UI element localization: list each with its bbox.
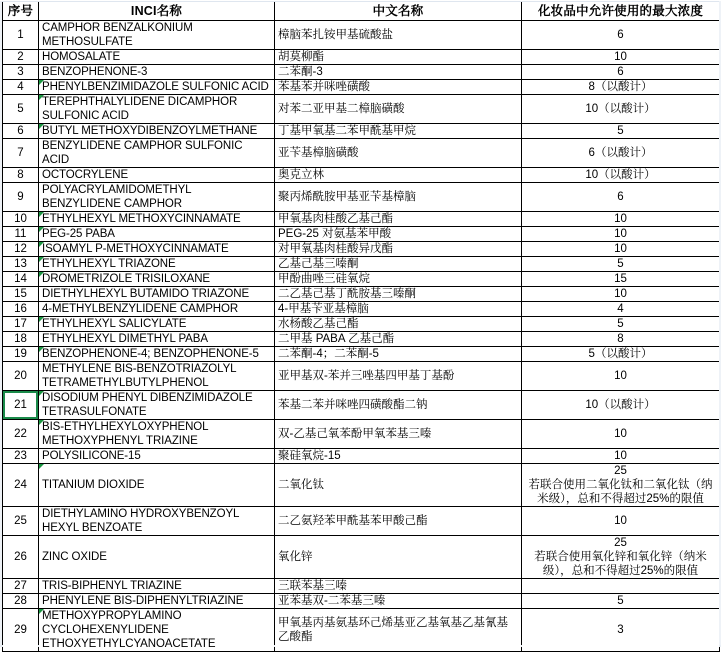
cell-chinese-name[interactable]: 对苯二亚甲基二樟脑磺酸 — [275, 95, 522, 124]
cell-chinese-name[interactable]: 氧化锌 — [275, 536, 522, 579]
cell-inci-name[interactable]: TEREPHTHALYLIDENE DICAMPHOR SULFONIC ACID — [39, 95, 275, 124]
column-header-chinese[interactable]: 中文名称 — [275, 2, 522, 21]
cell-chinese-name[interactable]: 二苯酮-3 — [275, 65, 522, 80]
cell-inci-name[interactable]: POLYSILICONE-15 — [39, 449, 275, 464]
cell-index[interactable]: 25 — [3, 507, 39, 536]
cell-index[interactable]: 4 — [3, 80, 39, 95]
cell-index[interactable]: 1 — [3, 21, 39, 50]
cell-max-concentration[interactable] — [522, 464, 720, 507]
cell-max-concentration[interactable]: 15 — [522, 272, 720, 287]
ingredient-limits-table — [2, 1, 720, 652]
table-row[interactable] — [3, 124, 720, 139]
cell-max-concentration[interactable]: 6（以酸计） — [522, 139, 720, 168]
cell-max-concentration[interactable]: 5（以酸计） — [522, 347, 720, 362]
cell-chinese-name[interactable]: 丁基甲氧基二苯甲酰基甲烷 — [275, 124, 522, 139]
max-concentration-value: 25 — [614, 537, 627, 549]
cell-max-concentration[interactable]: 5 — [522, 257, 720, 272]
table-header-row — [3, 2, 720, 21]
cell-inci-name[interactable]: BENZYLIDENE CAMPHOR SULFONIC ACID — [39, 139, 275, 168]
cell-chinese-name[interactable]: 二乙基己基丁酰胺基三嗪酮 — [275, 287, 522, 302]
cell-index[interactable]: 15 — [3, 287, 39, 302]
table-row[interactable] — [3, 579, 720, 594]
cell-chinese-name[interactable]: 奥克立林 — [275, 168, 522, 183]
cell-inci-name[interactable]: TRIS-BIPHENYL TRIAZINE — [39, 579, 275, 594]
cell-chinese-name[interactable]: 聚硅氧烷-15 — [275, 449, 522, 464]
cell-index[interactable]: 26 — [3, 536, 39, 579]
cell-chinese-name[interactable]: 亚苄基樟脑磺酸 — [275, 139, 522, 168]
cell-inci-name[interactable]: ISOAMYL P-METHOXYCINNAMATE — [39, 242, 275, 257]
cell-chinese-name[interactable]: 4-甲基苄亚基樟脑 — [275, 302, 522, 317]
cell-inci-name[interactable]: CAMPHOR BENZALKONIUM METHOSULFATE — [39, 21, 275, 50]
cell-index[interactable]: 3 — [3, 65, 39, 80]
table-row[interactable] — [3, 257, 720, 272]
cell-chinese-name[interactable]: 甲氧基肉桂酸乙基己酯 — [275, 212, 522, 227]
cell-max-concentration[interactable]: 8 — [522, 332, 720, 347]
cell-inci-name[interactable]: BENZOPHENONE-4; BENZOPHENONE-5 — [39, 347, 275, 362]
cell-inci-name[interactable]: BIS-ETHYLHEXYLOXYPHENOL METHOXYPHENYL TRIAZINE — [39, 420, 275, 449]
cell-chinese-name[interactable]: 乙基己基三嗪酮 — [275, 257, 522, 272]
cell-index[interactable]: 11 — [3, 227, 39, 242]
cell-chinese-name[interactable]: 聚丙烯酰胺甲基亚苄基樟脑 — [275, 183, 522, 212]
cell-index[interactable]: 27 — [3, 579, 39, 594]
cell-max-concentration[interactable]: 5 — [522, 124, 720, 139]
cell-index[interactable]: 8 — [3, 168, 39, 183]
table-body — [3, 21, 720, 652]
cell-max-concentration[interactable]: 10（以酸计） — [522, 391, 720, 420]
table-row[interactable] — [3, 594, 720, 609]
cell-max-concentration[interactable]: 5 — [522, 594, 720, 609]
cell-max-concentration[interactable] — [522, 536, 720, 579]
table-row[interactable] — [3, 21, 720, 50]
cell-inci-name[interactable]: POLYACRYLAMIDOMETHYL BENZYLIDENE CAMPHOR — [39, 183, 275, 212]
table-row[interactable] — [3, 212, 720, 227]
table-row[interactable] — [3, 272, 720, 287]
cell-index[interactable]: 14 — [3, 272, 39, 287]
cell-chinese-name[interactable]: 亚苯基双-二苯基三嗪 — [275, 594, 522, 609]
cell-max-concentration[interactable]: 10（以酸计） — [522, 95, 720, 124]
table-row[interactable] — [3, 536, 720, 579]
table-row[interactable] — [3, 609, 720, 652]
cell-inci-name[interactable]: HOMOSALATE — [39, 50, 275, 65]
table-row[interactable] — [3, 287, 720, 302]
table-row[interactable] — [3, 80, 720, 95]
cell-index[interactable]: 22 — [3, 420, 39, 449]
table-row[interactable] — [3, 464, 720, 507]
cell-max-concentration[interactable]: 8（以酸计） — [522, 80, 720, 95]
cell-inci-name[interactable]: OCTOCRYLENE — [39, 168, 275, 183]
cell-chinese-name[interactable]: 二乙氨羟苯甲酰基苯甲酸己酯 — [275, 507, 522, 536]
cell-max-concentration[interactable]: 10 — [522, 212, 720, 227]
cell-max-concentration[interactable]: 10（以酸计） — [522, 168, 720, 183]
cell-index[interactable]: 24 — [3, 464, 39, 507]
cell-inci-name[interactable]: DIETHYLHEXYL BUTAMIDO TRIAZONE — [39, 287, 275, 302]
cell-chinese-name[interactable]: 二氧化钛 — [275, 464, 522, 507]
cell-index[interactable]: 20 — [3, 362, 39, 391]
cell-index[interactable]: 9 — [3, 183, 39, 212]
table-row[interactable] — [3, 317, 720, 332]
column-header-inci[interactable]: INCI名称 — [39, 2, 275, 21]
cell-inci-name[interactable]: PEG-25 PABA — [39, 227, 275, 242]
cell-index[interactable]: 16 — [3, 302, 39, 317]
table-row[interactable] — [3, 242, 720, 257]
cell-chinese-name[interactable]: 二苯酮-4；二苯酮-5 — [275, 347, 522, 362]
cell-inci-name[interactable]: TITANIUM DIOXIDE — [39, 464, 275, 507]
table-row[interactable] — [3, 332, 720, 347]
max-concentration-value: 25 — [614, 465, 627, 477]
cell-chinese-name[interactable]: 二甲基 PABA 乙基己酯 — [275, 332, 522, 347]
cell-inci-name[interactable]: DIETHYLAMINO HYDROXYBENZOYL HEXYL BENZOATE — [39, 507, 275, 536]
cell-index[interactable]: 5 — [3, 95, 39, 124]
cell-chinese-name[interactable]: PEG-25 对氨基苯甲酸 — [275, 227, 522, 242]
max-concentration-note: 若联合使用二氧化钛和二氧化钛（纳米级），总和不得超过25%的限值 — [528, 479, 713, 505]
cell-index[interactable]: 2 — [3, 50, 39, 65]
table-row[interactable] — [3, 50, 720, 65]
cell-inci-name[interactable]: 4-METHYLBENZYLIDENE CAMPHOR — [39, 302, 275, 317]
cell-max-concentration[interactable]: 5 — [522, 317, 720, 332]
cell-max-concentration[interactable]: 4 — [522, 302, 720, 317]
spreadsheet-canvas — [0, 1, 721, 650]
cell-max-concentration[interactable] — [522, 579, 720, 594]
cell-index[interactable]: 10 — [3, 212, 39, 227]
cell-chinese-name[interactable]: 水杨酸乙基己酯 — [275, 317, 522, 332]
cell-inci-name[interactable]: BENZOPHENONE-3 — [39, 65, 275, 80]
column-header-index[interactable]: 序号 — [3, 2, 39, 21]
table-row[interactable] — [3, 65, 720, 80]
cell-index[interactable]: 18 — [3, 332, 39, 347]
cell-inci-name[interactable]: ETHYLHEXYL TRIAZONE — [39, 257, 275, 272]
cell-chinese-name[interactable]: 樟脑苯扎铵甲基硫酸盐 — [275, 21, 522, 50]
cell-max-concentration[interactable]: 6 — [522, 65, 720, 80]
cell-chinese-name[interactable]: 双-乙基己氧苯酚甲氧苯基三嗪 — [275, 420, 522, 449]
cell-index[interactable]: 21 — [3, 391, 39, 420]
cell-index[interactable]: 29 — [3, 609, 39, 652]
cell-index[interactable]: 7 — [3, 139, 39, 168]
cell-chinese-name[interactable]: 甲酚曲唑三硅氧烷 — [275, 272, 522, 287]
table-row[interactable] — [3, 449, 720, 464]
cell-inci-name[interactable]: ETHYLHEXYL METHOXYCINNAMATE — [39, 212, 275, 227]
cell-max-concentration[interactable]: 10 — [522, 449, 720, 464]
table-row[interactable] — [3, 420, 720, 449]
cell-max-concentration[interactable]: 10 — [522, 50, 720, 65]
cell-chinese-name[interactable]: 对甲氧基肉桂酸异戊酯 — [275, 242, 522, 257]
cell-inci-name[interactable]: METHOXYPROPYLAMINO CYCLOHEXENYLIDENE ETHOXYETHYLCYANOACETATE — [39, 609, 275, 652]
table-row[interactable] — [3, 95, 720, 124]
cell-chinese-name[interactable]: 苯基二苯并咪唑四磺酸酯二钠 — [275, 391, 522, 420]
cell-inci-name[interactable]: ZINC OXIDE — [39, 536, 275, 579]
cell-index[interactable]: 19 — [3, 347, 39, 362]
cell-max-concentration[interactable]: 3 — [522, 609, 720, 652]
cell-inci-name[interactable]: BUTYL METHOXYDIBENZOYLMETHANE — [39, 124, 275, 139]
cell-inci-name[interactable]: METHYLENE BIS-BENZOTRIAZOLYL TETRAMETHYLBUTYLPHENOL — [39, 362, 275, 391]
cell-index[interactable]: 28 — [3, 594, 39, 609]
max-concentration-note: 若联合使用氧化锌和氧化锌（纳米级），总和不得超过25%的限值 — [534, 551, 707, 577]
cell-max-concentration[interactable]: 10 — [522, 242, 720, 257]
table-row[interactable] — [3, 391, 720, 420]
table-row[interactable] — [3, 347, 720, 362]
cell-chinese-name[interactable]: 胡莫柳酯 — [275, 50, 522, 65]
cell-max-concentration[interactable]: 10 — [522, 507, 720, 536]
table-row[interactable] — [3, 362, 720, 391]
cell-inci-name[interactable]: DISODIUM PHENYL DIBENZIMIDAZOLE TETRASULFONATE — [39, 391, 275, 420]
cell-max-concentration[interactable]: 10 — [522, 227, 720, 242]
table-row[interactable] — [3, 507, 720, 536]
cell-inci-name[interactable]: ETHYLHEXYL SALICYLATE — [39, 317, 275, 332]
table-row[interactable] — [3, 183, 720, 212]
cell-chinese-name[interactable]: 苯基苯并咪唑磺酸 — [275, 80, 522, 95]
table-row[interactable] — [3, 168, 720, 183]
cell-max-concentration[interactable]: 6 — [522, 183, 720, 212]
cell-chinese-name[interactable]: 亚甲基双-苯并三唑基四甲基丁基酚 — [275, 362, 522, 391]
column-header-max-concentration[interactable]: 化妆品中允许使用的最大浓度 — [522, 2, 720, 21]
cell-index[interactable]: 12 — [3, 242, 39, 257]
cell-chinese-name[interactable]: 三联苯基三嗪 — [275, 579, 522, 594]
cell-inci-name[interactable]: ETHYLHEXYL DIMETHYL PABA — [39, 332, 275, 347]
cell-chinese-name[interactable]: 甲氧基丙基氨基环己烯基亚乙基氧基乙基氰基乙酸酯 — [275, 609, 522, 652]
cell-index[interactable]: 6 — [3, 124, 39, 139]
cell-max-concentration[interactable]: 6 — [522, 21, 720, 50]
cell-max-concentration[interactable]: 10 — [522, 420, 720, 449]
cell-index[interactable]: 23 — [3, 449, 39, 464]
table-row[interactable] — [3, 302, 720, 317]
cell-inci-name[interactable]: PHENYLENE BIS-DIPHENYLTRIAZINE — [39, 594, 275, 609]
cell-inci-name[interactable]: DROMETRIZOLE TRISILOXANE — [39, 272, 275, 287]
table-row[interactable] — [3, 139, 720, 168]
cell-max-concentration[interactable]: 10 — [522, 362, 720, 391]
cell-max-concentration[interactable]: 10 — [522, 287, 720, 302]
cell-index[interactable]: 17 — [3, 317, 39, 332]
cell-inci-name[interactable]: PHENYLBENZIMIDAZOLE SULFONIC ACID — [39, 80, 275, 95]
cell-index[interactable]: 13 — [3, 257, 39, 272]
table-row[interactable] — [3, 227, 720, 242]
